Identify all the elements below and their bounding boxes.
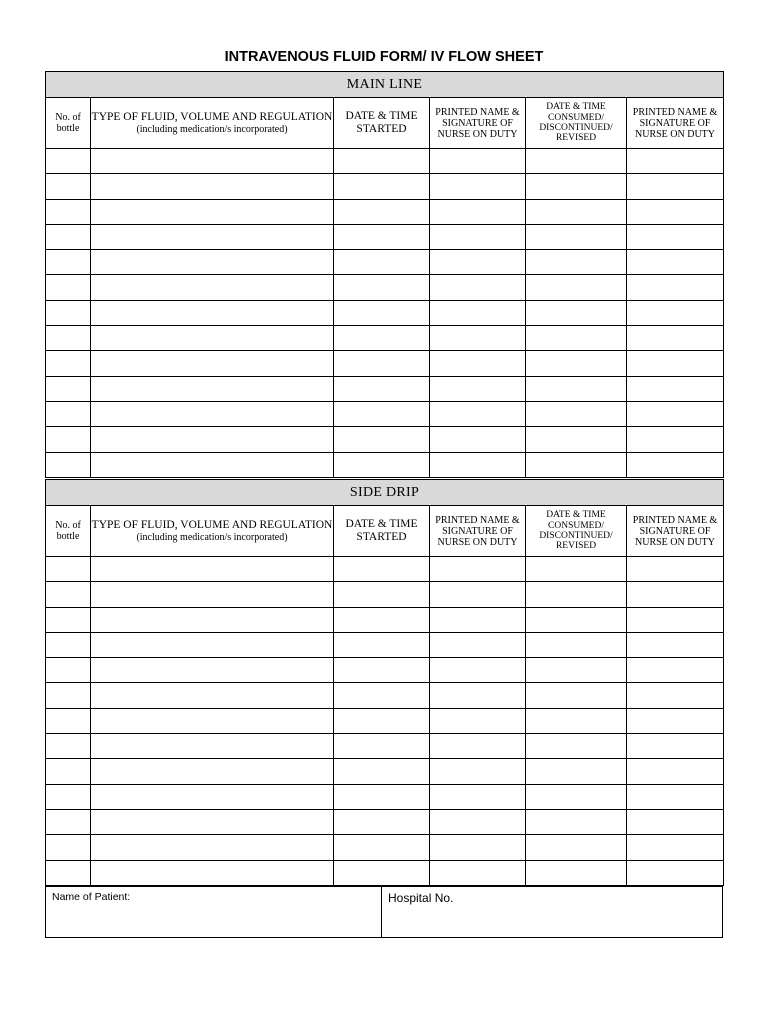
- fluid-cell[interactable]: [91, 860, 334, 885]
- patient-name-label: Name of Patient:: [52, 891, 131, 903]
- nurse-cell[interactable]: [627, 557, 724, 582]
- consumed-cell[interactable]: [526, 199, 627, 224]
- started-cell[interactable]: [334, 250, 430, 275]
- table-row: [46, 759, 724, 784]
- bottle-cell[interactable]: [46, 607, 91, 632]
- col-header-nurse: PRINTED NAME & SIGNATURE OF NURSE ON DUTY: [627, 506, 724, 557]
- nurse-cell[interactable]: [627, 734, 724, 759]
- col-header-nurse: PRINTED NAME & SIGNATURE OF NURSE ON DUTY: [430, 98, 526, 149]
- nurse-cell[interactable]: [627, 835, 724, 860]
- page-title: INTRAVENOUS FLUID FORM/ IV FLOW SHEET: [224, 49, 544, 65]
- consumed-cell[interactable]: [526, 784, 627, 809]
- started-cell[interactable]: [334, 401, 430, 426]
- nurse-cell[interactable]: [430, 376, 526, 401]
- started-cell[interactable]: [334, 275, 430, 300]
- bottle-cell[interactable]: [46, 734, 91, 759]
- col-header-fluid-main: TYPE OF FLUID, VOLUME AND REGULATION: [91, 519, 333, 532]
- started-cell[interactable]: [334, 452, 430, 477]
- table-row: [46, 275, 724, 300]
- col-header-fluid-sub: (including medication/s incorporated): [136, 123, 288, 135]
- table-row: [46, 658, 724, 683]
- col-header-nurse: PRINTED NAME & SIGNATURE OF NURSE ON DUTY: [430, 506, 526, 557]
- consumed-cell[interactable]: [526, 149, 627, 174]
- header-row: [46, 98, 724, 149]
- started-cell[interactable]: [334, 326, 430, 351]
- nurse-cell[interactable]: [430, 835, 526, 860]
- started-cell[interactable]: [334, 149, 430, 174]
- fluid-cell[interactable]: [91, 734, 334, 759]
- started-cell[interactable]: [334, 860, 430, 885]
- consumed-cell[interactable]: [526, 582, 627, 607]
- consumed-cell[interactable]: [526, 835, 627, 860]
- consumed-cell[interactable]: [526, 557, 627, 582]
- nurse-cell[interactable]: [430, 632, 526, 657]
- bottle-cell[interactable]: [46, 199, 91, 224]
- table-row: [46, 582, 724, 607]
- fluid-cell[interactable]: [91, 683, 334, 708]
- table-row: [46, 174, 724, 199]
- fluid-cell[interactable]: [91, 708, 334, 733]
- col-header-fluid-main: TYPE OF FLUID, VOLUME AND REGULATION: [91, 111, 333, 124]
- nurse-cell[interactable]: [430, 427, 526, 452]
- col-header-fluid: [91, 98, 334, 149]
- col-header-bottle: No. of bottle: [46, 98, 91, 149]
- nurse-cell[interactable]: [430, 734, 526, 759]
- started-cell[interactable]: [334, 224, 430, 249]
- nurse-cell[interactable]: [627, 658, 724, 683]
- consumed-cell[interactable]: [526, 860, 627, 885]
- col-header-bottle: No. of bottle: [46, 506, 91, 557]
- table-row: [46, 683, 724, 708]
- nurse-cell[interactable]: [627, 376, 724, 401]
- table-row: [46, 708, 724, 733]
- table-row: [46, 427, 724, 452]
- nurse-cell[interactable]: [430, 582, 526, 607]
- bottle-cell[interactable]: [46, 708, 91, 733]
- section-title-side-drip: SIDE DRIP: [46, 480, 724, 506]
- fluid-cell[interactable]: [91, 351, 334, 376]
- fluid-cell[interactable]: [91, 759, 334, 784]
- started-cell[interactable]: [334, 351, 430, 376]
- nurse-cell[interactable]: [627, 708, 724, 733]
- consumed-cell[interactable]: [526, 809, 627, 834]
- started-cell[interactable]: [334, 199, 430, 224]
- col-header-nurse: PRINTED NAME & SIGNATURE OF NURSE ON DUTY: [627, 98, 724, 149]
- started-cell[interactable]: [334, 658, 430, 683]
- fluid-cell[interactable]: [91, 427, 334, 452]
- started-cell[interactable]: [334, 683, 430, 708]
- consumed-cell[interactable]: [526, 658, 627, 683]
- consumed-cell[interactable]: [526, 632, 627, 657]
- consumed-cell[interactable]: [526, 401, 627, 426]
- nurse-cell[interactable]: [627, 683, 724, 708]
- fluid-cell[interactable]: [91, 809, 334, 834]
- table-row: [46, 809, 724, 834]
- nurse-cell[interactable]: [430, 708, 526, 733]
- nurse-cell[interactable]: [430, 275, 526, 300]
- nurse-cell[interactable]: [627, 582, 724, 607]
- nurse-cell[interactable]: [627, 860, 724, 885]
- started-cell[interactable]: [334, 708, 430, 733]
- bottle-cell[interactable]: [46, 326, 91, 351]
- started-cell[interactable]: [334, 607, 430, 632]
- started-cell[interactable]: [334, 376, 430, 401]
- side-drip-rows: [46, 557, 724, 886]
- nurse-cell[interactable]: [627, 632, 724, 657]
- nurse-cell[interactable]: [430, 557, 526, 582]
- fluid-cell[interactable]: [91, 250, 334, 275]
- bottle-cell[interactable]: [46, 809, 91, 834]
- hospital-number-field[interactable]: [382, 887, 722, 937]
- fluid-cell[interactable]: [91, 326, 334, 351]
- fluid-cell[interactable]: [91, 401, 334, 426]
- started-cell[interactable]: [334, 734, 430, 759]
- started-cell[interactable]: [334, 557, 430, 582]
- nurse-cell[interactable]: [430, 784, 526, 809]
- nurse-cell[interactable]: [430, 300, 526, 325]
- fluid-cell[interactable]: [91, 174, 334, 199]
- bottle-cell[interactable]: [46, 250, 91, 275]
- consumed-cell[interactable]: [526, 427, 627, 452]
- fluid-cell[interactable]: [91, 149, 334, 174]
- bottle-cell[interactable]: [46, 275, 91, 300]
- table-row: [46, 351, 724, 376]
- table-row: [46, 557, 724, 582]
- nurse-cell[interactable]: [430, 658, 526, 683]
- started-cell[interactable]: [334, 784, 430, 809]
- nurse-cell[interactable]: [430, 607, 526, 632]
- consumed-cell[interactable]: [526, 326, 627, 351]
- consumed-cell[interactable]: [526, 708, 627, 733]
- bottle-cell[interactable]: [46, 427, 91, 452]
- nurse-cell[interactable]: [627, 174, 724, 199]
- table-row: [46, 835, 724, 860]
- bottle-cell[interactable]: [46, 376, 91, 401]
- bottle-cell[interactable]: [46, 351, 91, 376]
- consumed-cell[interactable]: [526, 759, 627, 784]
- started-cell[interactable]: [334, 582, 430, 607]
- nurse-cell[interactable]: [430, 683, 526, 708]
- table-row: [46, 224, 724, 249]
- nurse-cell[interactable]: [627, 351, 724, 376]
- table-row: [46, 401, 724, 426]
- started-cell[interactable]: [334, 174, 430, 199]
- nurse-cell[interactable]: [627, 452, 724, 477]
- nurse-cell[interactable]: [430, 452, 526, 477]
- started-cell[interactable]: [334, 759, 430, 784]
- consumed-cell[interactable]: [526, 452, 627, 477]
- nurse-cell[interactable]: [430, 351, 526, 376]
- started-cell[interactable]: [334, 300, 430, 325]
- col-header-started: DATE & TIME STARTED: [334, 98, 430, 149]
- nurse-cell[interactable]: [627, 759, 724, 784]
- nurse-cell[interactable]: [627, 250, 724, 275]
- table-row: [46, 300, 724, 325]
- started-cell[interactable]: [334, 427, 430, 452]
- nurse-cell[interactable]: [430, 759, 526, 784]
- section-title-main-line: MAIN LINE: [46, 72, 724, 98]
- nurse-cell[interactable]: [627, 199, 724, 224]
- col-header-fluid-sub: (including medication/s incorporated): [136, 531, 288, 543]
- started-cell[interactable]: [334, 835, 430, 860]
- nurse-cell[interactable]: [430, 199, 526, 224]
- started-cell[interactable]: [334, 809, 430, 834]
- nurse-cell[interactable]: [430, 809, 526, 834]
- table-row: [46, 199, 724, 224]
- nurse-cell[interactable]: [430, 326, 526, 351]
- fluid-cell[interactable]: [91, 607, 334, 632]
- main-line-rows: [46, 149, 724, 478]
- fluid-cell[interactable]: [91, 582, 334, 607]
- consumed-cell[interactable]: [526, 683, 627, 708]
- bottle-cell[interactable]: [46, 632, 91, 657]
- col-header-started: DATE & TIME STARTED: [334, 506, 430, 557]
- consumed-cell[interactable]: [526, 250, 627, 275]
- col-header-consumed: DATE & TIME CONSUMED/ DISCONTINUED/ REVISED: [526, 506, 627, 557]
- nurse-cell[interactable]: [627, 401, 724, 426]
- fluid-cell[interactable]: [91, 835, 334, 860]
- side-drip-table: [45, 479, 724, 886]
- fluid-cell[interactable]: [91, 557, 334, 582]
- started-cell[interactable]: [334, 632, 430, 657]
- fluid-cell[interactable]: [91, 658, 334, 683]
- header-row: [46, 506, 724, 557]
- table-row: [46, 860, 724, 885]
- patient-info-box: [45, 886, 723, 938]
- nurse-cell[interactable]: [430, 149, 526, 174]
- consumed-cell[interactable]: [526, 607, 627, 632]
- main-line-table: [45, 71, 724, 478]
- col-header-fluid: [91, 506, 334, 557]
- nurse-cell[interactable]: [627, 224, 724, 249]
- table-row: [46, 784, 724, 809]
- patient-name-field[interactable]: [46, 887, 382, 937]
- bottle-cell[interactable]: [46, 149, 91, 174]
- fluid-cell[interactable]: [91, 376, 334, 401]
- nurse-cell[interactable]: [430, 250, 526, 275]
- fluid-cell[interactable]: [91, 452, 334, 477]
- bottle-cell[interactable]: [46, 784, 91, 809]
- bottle-cell[interactable]: [46, 835, 91, 860]
- hospital-number-label: Hospital No.: [388, 891, 454, 905]
- table-row: [46, 734, 724, 759]
- consumed-cell[interactable]: [526, 224, 627, 249]
- bottle-cell[interactable]: [46, 174, 91, 199]
- table-row: [46, 326, 724, 351]
- bottle-cell[interactable]: [46, 683, 91, 708]
- fluid-cell[interactable]: [91, 784, 334, 809]
- fluid-cell[interactable]: [91, 224, 334, 249]
- table-row: [46, 376, 724, 401]
- bottle-cell[interactable]: [46, 759, 91, 784]
- fluid-cell[interactable]: [91, 199, 334, 224]
- consumed-cell[interactable]: [526, 351, 627, 376]
- consumed-cell[interactable]: [526, 275, 627, 300]
- nurse-cell[interactable]: [430, 174, 526, 199]
- bottle-cell[interactable]: [46, 224, 91, 249]
- consumed-cell[interactable]: [526, 174, 627, 199]
- nurse-cell[interactable]: [627, 784, 724, 809]
- bottle-cell[interactable]: [46, 557, 91, 582]
- nurse-cell[interactable]: [627, 427, 724, 452]
- nurse-cell[interactable]: [627, 149, 724, 174]
- table-row: [46, 632, 724, 657]
- nurse-cell[interactable]: [627, 607, 724, 632]
- fluid-cell[interactable]: [91, 300, 334, 325]
- nurse-cell[interactable]: [430, 401, 526, 426]
- bottle-cell[interactable]: [46, 658, 91, 683]
- consumed-cell[interactable]: [526, 376, 627, 401]
- table-row: [46, 607, 724, 632]
- fluid-cell[interactable]: [91, 632, 334, 657]
- nurse-cell[interactable]: [627, 275, 724, 300]
- nurse-cell[interactable]: [430, 860, 526, 885]
- table-row: [46, 250, 724, 275]
- consumed-cell[interactable]: [526, 734, 627, 759]
- bottle-cell[interactable]: [46, 860, 91, 885]
- nurse-cell[interactable]: [627, 300, 724, 325]
- col-header-consumed: DATE & TIME CONSUMED/ DISCONTINUED/ REVISED: [526, 98, 627, 149]
- bottle-cell[interactable]: [46, 401, 91, 426]
- consumed-cell[interactable]: [526, 300, 627, 325]
- table-row: [46, 452, 724, 477]
- nurse-cell[interactable]: [627, 326, 724, 351]
- table-row: [46, 149, 724, 174]
- fluid-cell[interactable]: [91, 275, 334, 300]
- bottle-cell[interactable]: [46, 582, 91, 607]
- bottle-cell[interactable]: [46, 300, 91, 325]
- nurse-cell[interactable]: [627, 809, 724, 834]
- nurse-cell[interactable]: [430, 224, 526, 249]
- bottle-cell[interactable]: [46, 452, 91, 477]
